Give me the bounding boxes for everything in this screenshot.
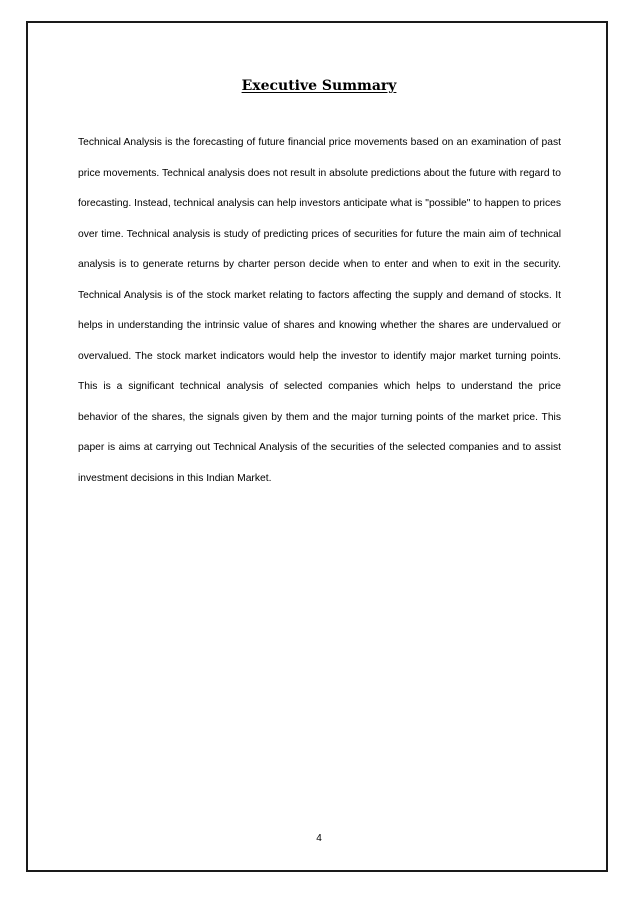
page-title: Executive Summary xyxy=(241,78,397,94)
page-number: 4 xyxy=(316,833,322,844)
summary-paragraph: Technical Analysis is the forecasting of future financial price movements based on an examination of past price movements. Technical analysis does not result in absolute predictions about the future with regard to forecasting. Instead, technical analysis can help investors anticipate what is "possible" to happen to prices over time. Technical analysis is study of predicting prices of securities for future the main aim of technical analysis is to generate returns by charter person decide when to enter and when to exit in the security. Technical Analysis is of the stock market relating to factors affecting the supply and demand of stocks. It helps in understanding the intrinsic value of shares and knowing whether the shares are undervalued or overvalued. The stock market indicators would help the investor to identify major market turning points. This is a significant technical analysis of selected companies which helps to understand the price behavior of the shares, the signals given by them and the major turning points of the market price. This paper is aims at carrying out Technical Analysis of the securities of the selected companies and to assist investment decisions in this Indian Market. xyxy=(78,137,561,484)
